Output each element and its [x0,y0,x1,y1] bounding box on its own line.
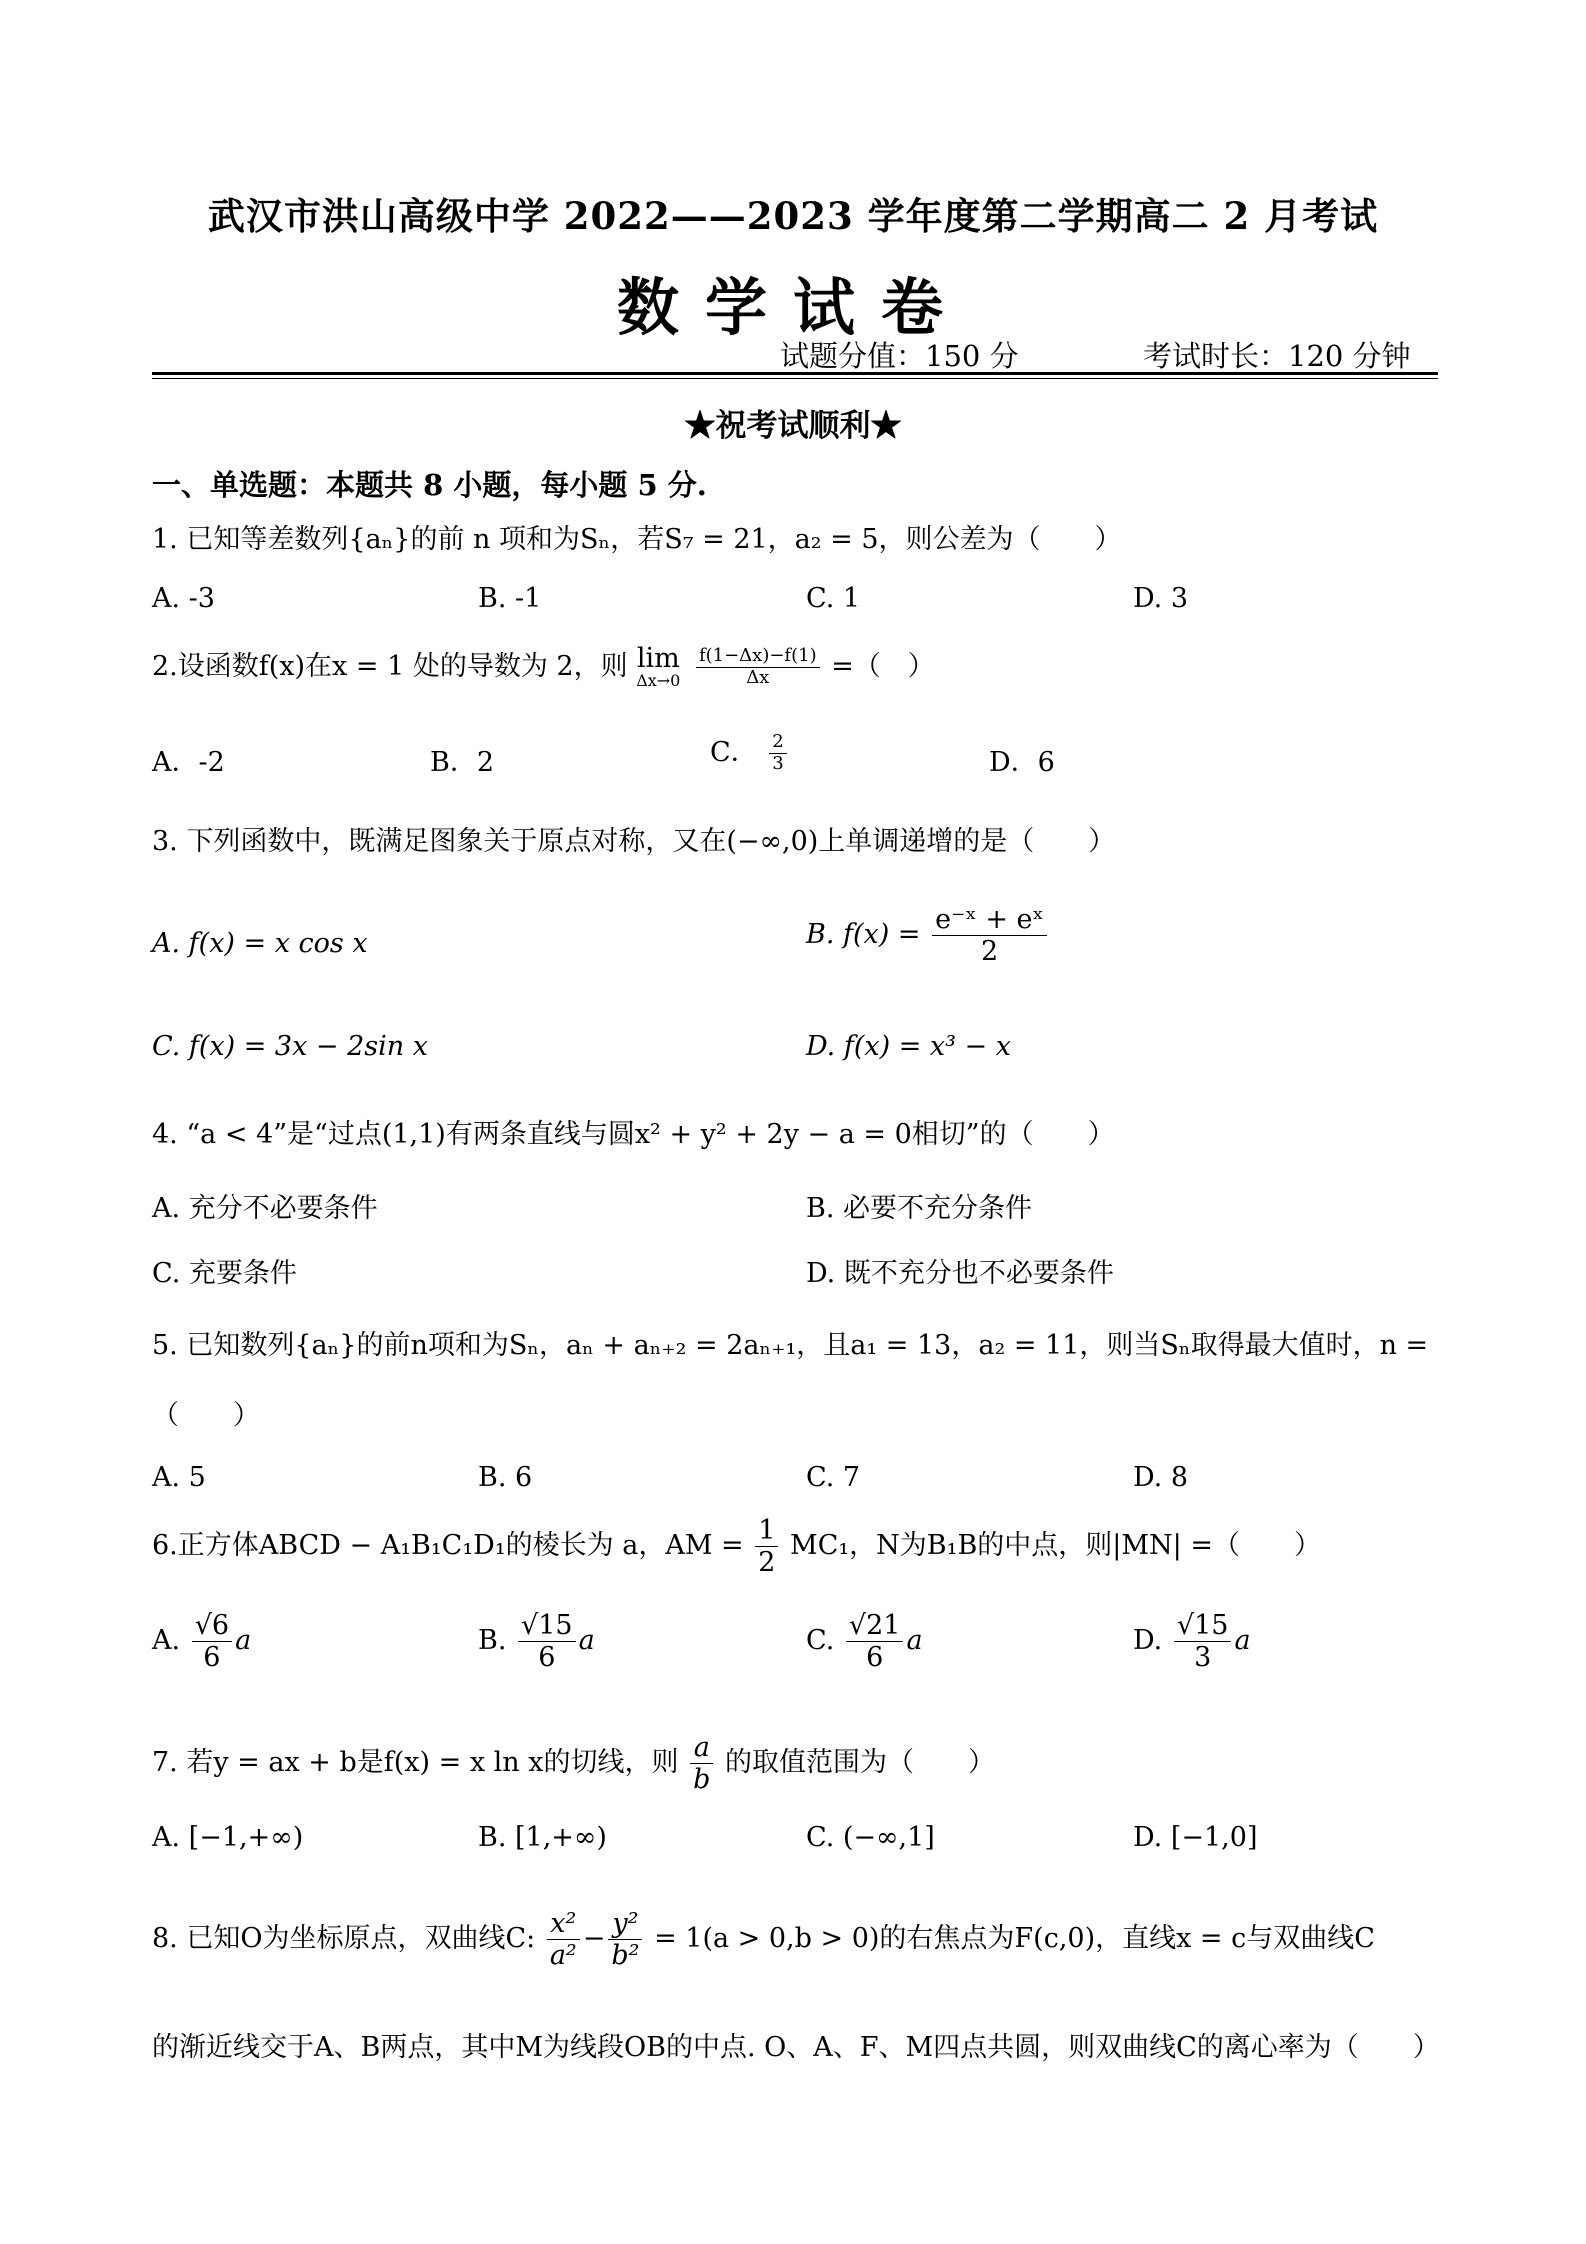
q7-option-d: D. [−1,0] [1133,1822,1258,1853]
q8-fraction-x-num: x² [547,1908,580,1940]
q6-option-a-num: √6 [192,1610,232,1642]
question-7-stem [152,1732,995,1795]
q2-stem-tail: =（ ） [831,651,935,682]
q6-stem-tail: MC₁，N为B₁B的中点，则|MN| =（ ） [790,1530,1321,1562]
q6-option-d-fraction [1174,1610,1232,1673]
q6-option-c [806,1610,923,1673]
q1-option-c: C. 1 [806,583,861,614]
q4-option-a: A. 充分不必要条件 [152,1193,378,1224]
q1-option-a: A. -3 [152,583,215,614]
q2-option-d: D．6 [989,747,1055,778]
q2-option-c-fraction [769,732,786,774]
q6-option-d [1133,1610,1251,1673]
q6-option-a-label: A. [152,1625,181,1657]
q4-option-b: B. 必要不充分条件 [806,1193,1033,1224]
q1-option-d: D. 3 [1133,583,1189,614]
question-5-stem: 5. 已知数列{aₙ}的前n项和为Sₙ，aₙ + aₙ₊₂ = 2aₙ₊₁，且a₁ = 13，a₂ = 11，则当Sₙ取得最大值时，n = [152,1330,1429,1361]
q6-option-d-den: 3 [1194,1642,1212,1674]
q8-fraction-y [608,1908,642,1971]
q1-option-b: B. -1 [478,583,542,614]
q6-option-c-fraction [846,1610,904,1673]
q6-fraction-num: 1 [755,1515,778,1547]
question-6-stem [152,1515,1321,1578]
q7-option-c: C. (−∞,1] [806,1822,935,1853]
q6-option-b-label: B. [478,1625,507,1657]
question-1-stem: 1. 已知等差数列{aₙ}的前 n 项和为Sₙ，若S₇ = 21，a₂ = 5，则公差为（ ） [152,524,1122,555]
q5-option-d: D. 8 [1133,1462,1189,1493]
q2-limit [636,642,681,691]
q6-stem-text: 6.正方体ABCD − A₁B₁C₁D₁的棱长为 a，AM = [152,1530,744,1562]
q7-stem-tail: 的取值范围为（ ） [724,1747,995,1779]
q4-option-d: D. 既不充分也不必要条件 [806,1258,1114,1289]
q2-option-c-den: 3 [772,753,784,774]
q3-option-c: C. f(x) = 3x − 2sin x [152,1031,428,1062]
q3-option-d: D. f(x) = x³ − x [806,1031,1011,1062]
q2-option-c-num: 2 [769,732,786,754]
q3-option-a: A. f(x) = x cos x [152,928,368,959]
question-3-stem: 3. 下列函数中，既满足图象关于原点对称，又在(−∞,0)上单调递增的是（ ） [152,826,1116,857]
question-5-stem-cont: （ ） [152,1400,260,1431]
q3-option-b-num: e⁻ˣ + eˣ [932,904,1047,936]
q5-option-c: C. 7 [806,1462,861,1493]
q8-minus: − [582,1923,606,1955]
q2-limit-op: lim [636,642,680,674]
q2-option-b: B．2 [430,747,495,778]
q6-fraction-den: 2 [758,1547,776,1579]
q6-option-c-num: √21 [846,1610,904,1642]
question-2-stem [152,644,935,690]
q2-stem-text: 2.设函数f(x)在x = 1 处的导数为 2，则 [152,651,628,682]
q8-fraction-x-den: a² [549,1940,577,1972]
q6-option-a [152,1610,251,1673]
exam-subtitle: 数学试卷 [616,271,969,344]
q8-stem-text: 8. 已知O为坐标原点，双曲线C: [152,1923,536,1955]
q4-option-c: C. 充要条件 [152,1258,297,1289]
duration-info: 考试时长：120 分钟 [1143,339,1411,373]
good-luck-banner: ★祝考试顺利★ [684,408,902,444]
header-rule-thin [152,378,1438,379]
q2-option-c [710,730,790,775]
q7-stem-text: 7. 若y = ax + b是f(x) = x ln x的切线，则 [152,1747,679,1779]
q7-fraction-num: a [690,1732,713,1764]
q7-option-a: A. [−1,+∞) [152,1822,304,1853]
q8-fraction-y-den: b² [611,1940,640,1972]
q6-option-b-num: √15 [518,1610,576,1642]
q7-option-b: B. [1,+∞) [478,1822,607,1853]
q6-option-b-var: a [578,1625,595,1657]
q8-stem-tail: = 1(a > 0,b > 0)的右焦点为F(c,0)，直线x = c与双曲线C [654,1923,1375,1955]
q2-option-c-label: C． [710,737,758,768]
q3-option-b-den: 2 [980,936,999,968]
q2-fraction-num: f(1−Δx)−f(1) [696,646,820,668]
q5-option-b: B. 6 [478,1462,533,1493]
q6-option-d-var: a [1234,1625,1251,1657]
question-4-stem: 4. “a < 4”是“过点(1,1)有两条直线与圆x² + y² + 2y − a = 0相切”的（ ） [152,1119,1115,1150]
q6-option-a-var: a [235,1625,252,1657]
q3-option-b-label: B. f(x) = [806,919,921,951]
q3-option-b-fraction [932,904,1047,967]
question-8-stem-cont: 的渐近线交于A、B两点，其中M为线段OB的中点. O、A、F、M四点共圆，则双曲线C的离心率为（ ） [152,2032,1440,2063]
q6-option-a-fraction [192,1610,232,1673]
q5-option-a: A. 5 [152,1462,206,1493]
q6-option-b [478,1610,595,1673]
q6-option-d-num: √15 [1174,1610,1232,1642]
question-8-stem [152,1908,1375,1971]
score-info: 试题分值：150 分 [780,339,1019,373]
q6-option-c-var: a [906,1625,923,1657]
q6-option-d-label: D. [1133,1625,1163,1657]
q2-limit-sub: Δx→0 [636,671,681,691]
q2-fraction [696,646,820,688]
q8-fraction-y-num: y² [608,1908,642,1940]
q7-fraction [690,1732,713,1795]
q7-fraction-den: b [693,1764,711,1796]
q8-fraction-x [547,1908,580,1971]
q3-option-b [806,904,1050,967]
q6-option-b-den: 6 [538,1642,556,1674]
q2-option-a: A．-2 [152,747,225,778]
section-heading: 一、单选题：本题共 8 小题，每小题 5 分. [152,468,707,502]
q6-fraction [755,1515,778,1578]
q2-fraction-den: Δx [746,667,770,688]
exam-title: 武汉市洪山高级中学 2022——2023 学年度第二学期高二 2 月考试 [207,194,1379,238]
q6-option-b-fraction [518,1610,576,1673]
header-rule-thick [152,372,1438,375]
q6-option-c-label: C. [806,1625,835,1657]
q6-option-a-den: 6 [203,1642,221,1674]
q6-option-c-den: 6 [866,1642,884,1674]
